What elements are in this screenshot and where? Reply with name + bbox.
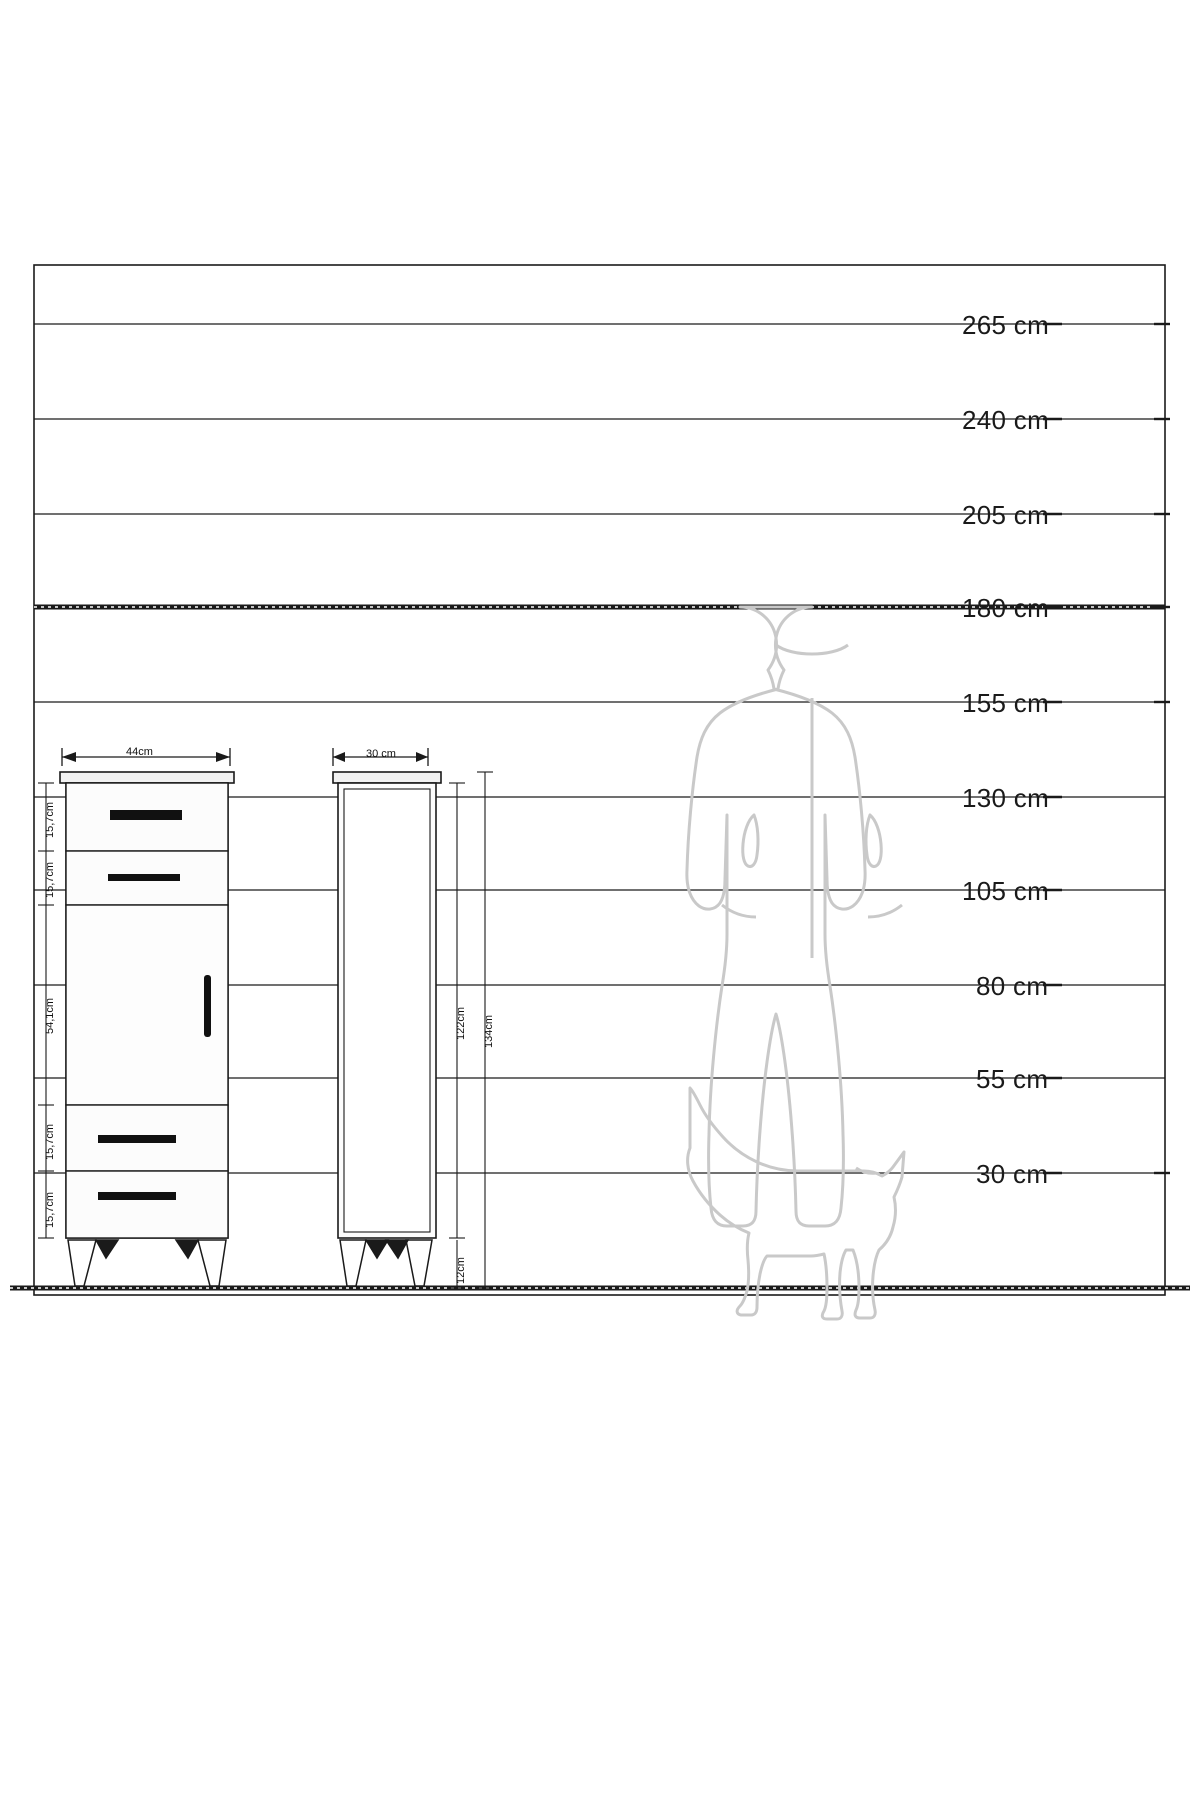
cabinet-b-width-label: 30 cm xyxy=(366,748,396,760)
cabinet-a-width-label: 44cm xyxy=(126,746,153,758)
cabinet-a-dim-1: 15,7cm xyxy=(44,801,56,838)
scale-label-180: 180 cm xyxy=(962,593,1050,623)
scale-label-55: 55 cm xyxy=(976,1064,1049,1094)
cabinet-a-dim-3: 54,1cm xyxy=(44,997,56,1034)
scale-label-155: 155 cm xyxy=(962,688,1050,718)
cabinet-a-dim-4: 15,7cm xyxy=(44,1123,56,1160)
cabinet-a-dim-2: 15,7cm xyxy=(44,861,56,898)
cabinet-b-dim-122: 122cm xyxy=(455,1006,467,1040)
scale-label-130: 130 cm xyxy=(962,783,1050,813)
cabinet-a-dim-5: 15,7cm xyxy=(44,1191,56,1228)
scale-label-80: 80 cm xyxy=(976,971,1049,1001)
scale-label-265: 265 cm xyxy=(962,310,1050,340)
scale-label-205: 205 cm xyxy=(962,500,1050,530)
scale-label-105: 105 cm xyxy=(962,876,1050,906)
scale-label-30: 30 cm xyxy=(976,1159,1049,1189)
scale-label-240: 240 cm xyxy=(962,405,1050,435)
cabinet-a xyxy=(38,748,234,1286)
cabinet-b-dim-134: 134cm xyxy=(483,1014,495,1048)
cabinet-b-dim-12: 12cm xyxy=(455,1257,467,1284)
